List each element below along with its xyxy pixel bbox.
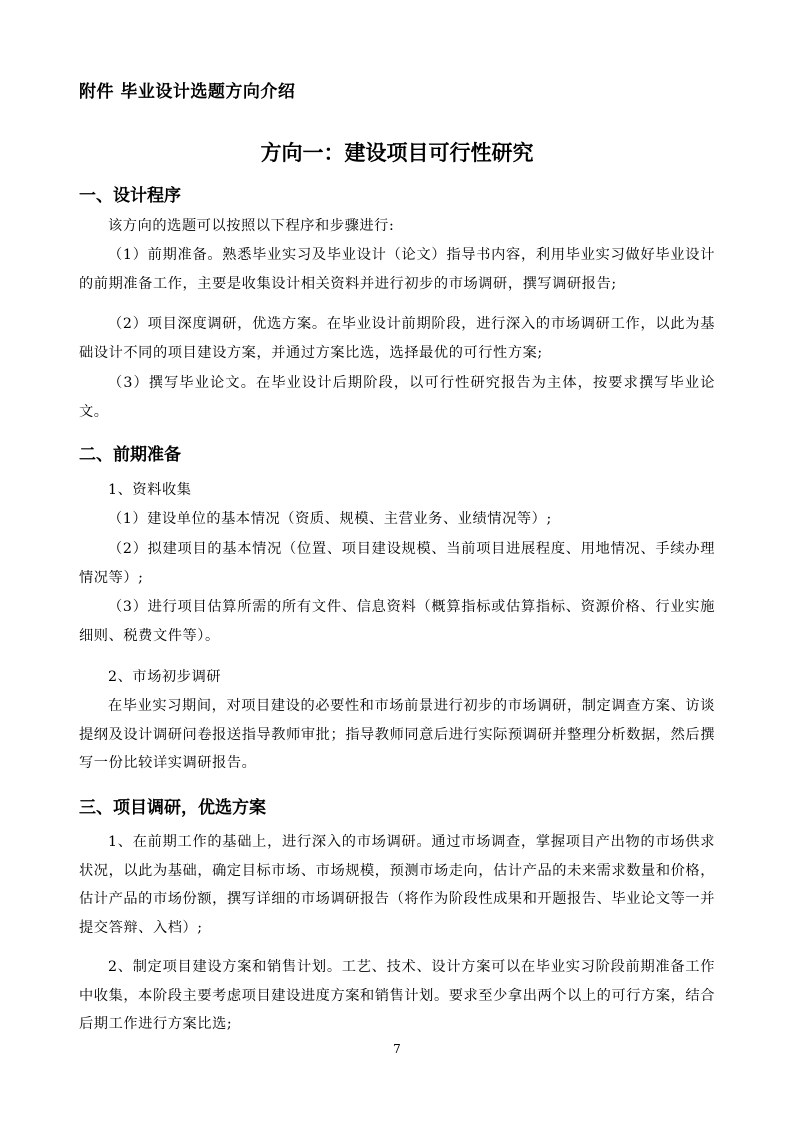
- section-heading-research: 三、项目调研，优选方案: [79, 798, 266, 818]
- paragraph: 该方向的选题可以按照以下程序和步骤进行:: [108, 218, 395, 234]
- paragraph: （1）前期准备。熟悉毕业实习及毕业设计（论文）指导书内容，利用毕业实习做好毕业设计的前期准备工作，主要是收集设计相关资料并进行初步的市场调研，撰写调研报告;: [79, 247, 715, 292]
- paragraph: 2、市场初步调研: [108, 669, 222, 685]
- paragraph: 1、在前期工作的基础上，进行深入的市场调研。通过市场调查，掌握项目产出物的市场供求状况，以此为基础，确定目标市场、市场规模，预测市场走向，估计产品的未来需求数量和价格，估计产品的市场份额，撰写详细的市场调研报告（将作为阶段性成果和开题报告、毕业论文等一并提交答辩、入档）;: [79, 834, 715, 936]
- paragraph: （2）项目深度调研，优选方案。在毕业设计前期阶段，进行深入的市场调研工作，以此为基础设计不同的项目建设方案，并通过方案比选，选择最优的可行性方案;: [79, 316, 715, 361]
- paragraph: 1、资料收集: [108, 482, 192, 498]
- paragraph: （2）拟建项目的基本情况（位置、项目建设规模、当前项目进展程度、用地情况、手续办理情况等）;: [79, 541, 715, 586]
- page-title: 方向一：建设项目可行性研究: [260, 141, 534, 165]
- paragraph: （3）进行项目估算所需的所有文件、信息资料（概算指标或估算指标、资源价格、行业实施细则、税费文件等）。: [79, 599, 715, 644]
- paragraph: （1）建设单位的基本情况（资质、规模、主营业务、业绩情况等）;: [108, 511, 552, 527]
- paragraph: （3）撰写毕业论文。在毕业设计后期阶段，以可行性研究报告为主体，按要求撰写毕业论文。: [79, 375, 715, 420]
- section-heading-procedure: 一、设计程序: [79, 186, 181, 206]
- paragraph: 2、制定项目建设方案和销售计划。工艺、技术、设计方案可以在毕业实习阶段前期准备工作中收集，本阶段主要考虑项目建设进度方案和销售计划。要求至少拿出两个以上的可行方案，结合后期工作进行方案比选;: [79, 959, 715, 1032]
- attachment-title: 附件 毕业设计选题方向介绍: [79, 82, 296, 102]
- section-heading-preparation: 二、前期准备: [79, 445, 181, 465]
- paragraph: 在毕业实习期间，对项目建设的必要性和市场前景进行初步的市场调研，制定调查方案、访谈提纲及设计调研问卷报送指导教师审批；指导教师同意后进行实际预调研并整理分析数据，然后撰写一份比较详实调研报告。: [79, 698, 715, 771]
- page-number: 7: [393, 1042, 401, 1056]
